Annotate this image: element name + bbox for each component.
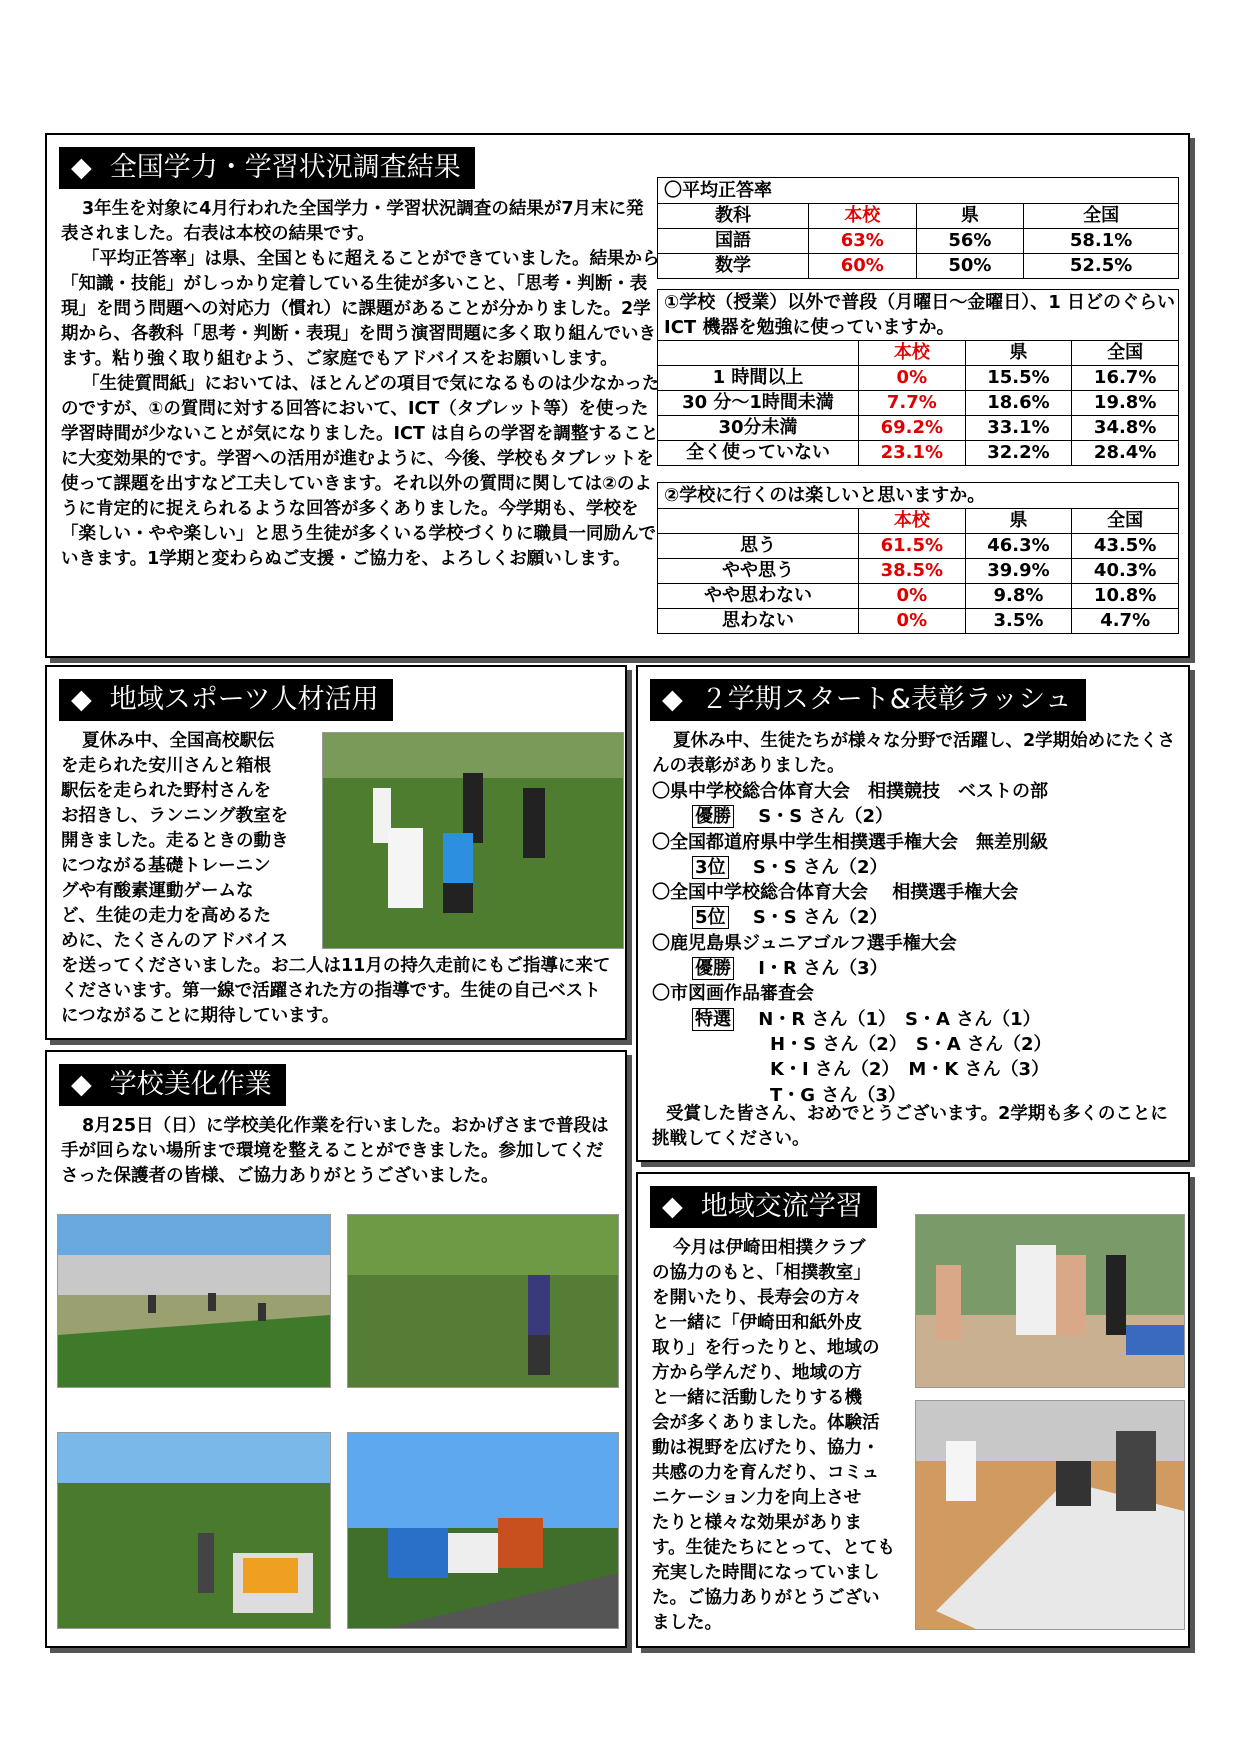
section-academic-survey [45, 133, 1190, 658]
award-event: 〇全国中学校総合体育大会 相撲選手権大会 [652, 882, 1019, 904]
awards-list: 〇県中学校総合体育大会 相撲競技 ベストの部 優勝 S・S さん（2） 〇全国都道府県中学生相撲選手権大会 無差別級 3位 S・S さん（2） 〇全国中学校総合体育大会 相撲選手権大会 5位 S・S さん（2） 〇鹿児島県ジュニアゴルフ選手権大会 優勝 I・R さん（3） 〇市図画作品審査会 特選 N・R さん（1） S・A さん（1） H・S さん（2） S・A さん（2） K・I さん（2） M・K さん（3） T・G さん（3） [652, 781, 1052, 1106]
diamond-icon: ◆ [662, 684, 683, 715]
table-row: 全く使っていない 23.1% 32.2% 28.4% [658, 441, 1179, 466]
table-school-enjoyment: ②学校に行くのは楽しいと思いますか。 本校 県 全国 思う 61.5% 46.3% 43.5% やや思う 38.5% 39.9% 40.3% やや思わない 0% 9.8% 10.8% 思わない 0% 3.5% 4.7% [657, 482, 1179, 634]
cleanup-photo-2 [347, 1214, 619, 1388]
award-event: 〇県中学校総合体育大会 相撲競技 ベストの部 [652, 781, 1048, 802]
table-row: 思わない 0% 3.5% 4.7% [658, 609, 1179, 634]
cleanup-photo-4 [347, 1432, 619, 1629]
table-row: 30分未満 69.2% 33.1% 34.8% [658, 416, 1179, 441]
table-row: 国語 63% 56% 58.1% [658, 229, 1179, 254]
table-ict-usage: ①学校（授業）以外で普段（月曜日～金曜日）、1 日どのぐらい ICT 機器を勉強に使っていますか。 本校 県 全国 1 時間以上 0% 15.5% 16.7% 30 分～1時間未満 7.7% 18.6% 19.8% 30分未満 69.2% 33.1% 34.8% 全く使っていない 23.1% 32.2% 28.4% [657, 289, 1179, 466]
award-event: 〇全国都道府県中学生相撲選手権大会 無差別級 [652, 831, 1048, 853]
award-event: 〇鹿児島県ジュニアゴルフ選手権大会 [652, 932, 957, 954]
beautification-text: 8月25日（日）に学校美化作業を行いました。おかげさまで普段は手が回らない場所まで環境を整えることができました。参加してくださった保護者の皆様、ご協力ありがとうございました。 [61, 1116, 609, 1186]
community-text: 今月は伊崎田相撲クラブ の協力のもと、「相撲教室」 を開いたり、長寿会の方々 と一緒に「伊崎田和紙外皮 取り」を行ったりと、地域の 方から学んだり、地域の方 と一緒に活動したりする機 会が多くありました。体験活 動は視野を広げたり、協力・ 共感の力を育んだり、コミュ ニケーション力を向上させ たりと様々な効果がありま す。生徒たちにとって、とても 充実した時間になっていまし た。ご協力ありがとうござい ました。 [652, 1238, 895, 1633]
section-awards [636, 665, 1190, 1162]
awards-intro: 夏休み中、生徒たちが様々な分野で活躍し、2学期始めにたくさんの表彰がありました。 [652, 731, 1176, 776]
sports-text-rest: を送ってくださいました。お二人は11月の持久走前にもご指導に来てくださいます。第一線で活躍された方の指導です。生徒の自己ベストにつながることに期待しています。 [61, 956, 611, 1026]
cleanup-photo-3 [57, 1432, 331, 1629]
sumo-class-photo [915, 1214, 1185, 1388]
diamond-icon: ◆ [662, 1191, 683, 1222]
diamond-icon: ◆ [71, 1069, 92, 1100]
section-heading: ◆ 学校美化作業 [59, 1064, 286, 1106]
table-row: やや思わない 0% 9.8% 10.8% [658, 584, 1179, 609]
table-average-score: 〇平均正答率 教科 本校 県 全国 国語 63% 56% 58.1% 数学 60% 50% 52.5% [657, 177, 1179, 279]
running-class-photo [322, 732, 624, 949]
section-sports-talent [45, 665, 627, 1040]
survey-text: 3年生を対象に4月行われた全国学力・学習状況調査の結果が7月末に発表されました。右表は本校の結果です。 「平均正答率」は県、全国ともに超えることができていました。結果から「知識・技能」がしっかり定着している生徒が多いこと、「思考・判断・表現」を問う問題への対応力（慣れ）に課題があることが分かりました。2学期から、各教科「思考・判断・表現」を問う演習問題に多く取り組んでいきます。粘り強く取り組むよう、ご家庭でもアドバイスをお願いします。 「生徒質問紙」においては、ほとんどの項目で気になるものは少なかったのですが、①の質問に対する回答において、ICT（タブレット等）を使った学習時間が少ないことが気になりました。ICT は自らの学習を調整することに大変効果的です。学習への活用が進むように、今後、学校もタブレットを使って課題を出すなど工夫していきます。それ以外の質問に関しては②のように肯定的に捉えられるような回答が多くありました。今学期も、学校を「楽しい・やや楽しい」と思う生徒が多くいる学校づくりに職員一同励んでいきます。1学期と変わらぬご支援・ご協力を、よろしくお願いします。 [61, 199, 660, 569]
cleanup-photo-1 [57, 1214, 331, 1388]
awards-outro: 受賞した皆さん、おめでとうございます。2学期も多くのことに挑戦してください。 [652, 1104, 1168, 1149]
section-heading: ◆ ２学期スタート&表彰ラッシュ [650, 679, 1086, 721]
table-row: 1 時間以上 0% 15.5% 16.7% [658, 366, 1179, 391]
section-beautification [45, 1050, 627, 1648]
section-community-exchange [636, 1172, 1190, 1648]
table-row: 30 分～1時間未満 7.7% 18.6% 19.8% [658, 391, 1179, 416]
diamond-icon: ◆ [71, 152, 92, 183]
section-heading: ◆ 地域交流学習 [650, 1186, 877, 1228]
section-heading: ◆ 全国学力・学習状況調査結果 [59, 147, 475, 189]
table-row: やや思う 38.5% 39.9% 40.3% [658, 559, 1179, 584]
section-heading: ◆ 地域スポーツ人材活用 [59, 679, 393, 721]
table-header-row: 本校 県 全国 [658, 341, 1179, 366]
sports-text: 夏休み中、全国高校駅伝 を走られた安川さんと箱根 駅伝を走られた野村さんを お招きし、ランニング教室を 開きました。走るときの動き につながる基礎トレーニン グや有酸素運動ゲームな ど、生徒の走力を高めるた めに、たくさんのアドバイス [61, 731, 289, 951]
award-event: 〇市図画作品審査会 [652, 983, 814, 1005]
table-row: 数学 60% 50% 52.5% [658, 254, 1179, 279]
diamond-icon: ◆ [71, 684, 92, 715]
table-header-row: 教科 本校 県 全国 [658, 204, 1179, 229]
table-row: 思う 61.5% 46.3% 43.5% [658, 534, 1179, 559]
table-header-row: 本校 県 全国 [658, 509, 1179, 534]
washi-activity-photo [915, 1400, 1185, 1630]
